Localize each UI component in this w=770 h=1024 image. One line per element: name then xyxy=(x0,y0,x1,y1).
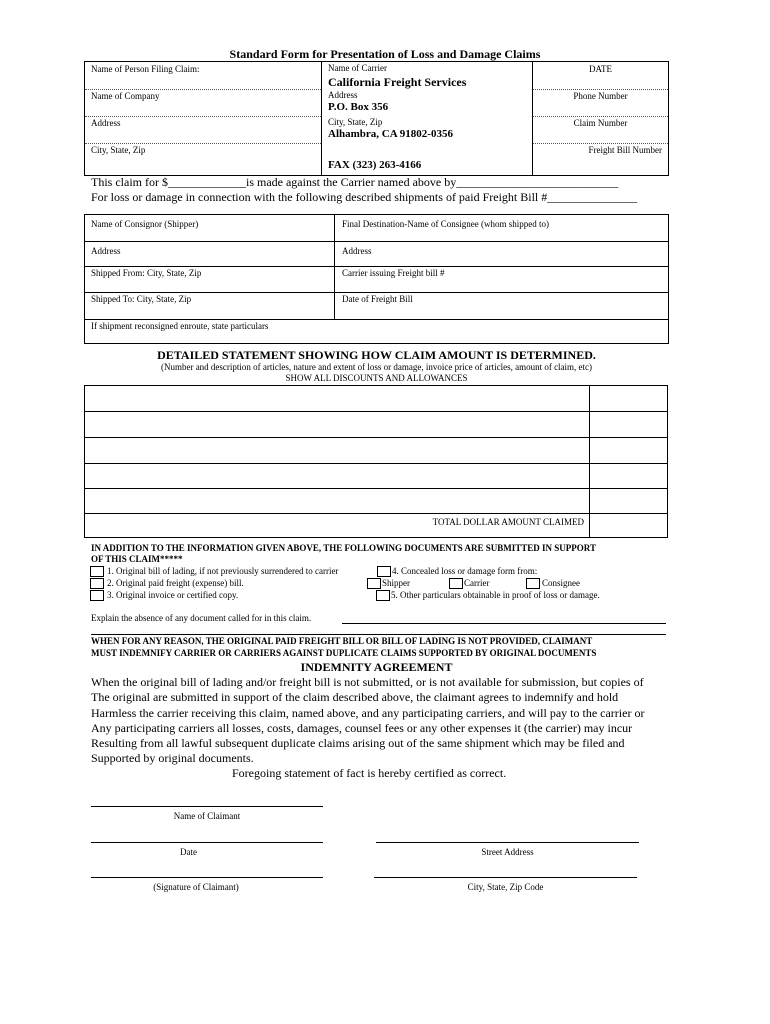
shipped-to-label: Shipped To: City, State, Zip xyxy=(91,294,192,304)
checkbox-shipper[interactable] xyxy=(367,578,381,589)
carrier-issuing-label: Carrier issuing Freight bill # xyxy=(342,268,445,278)
item-bill-of-lading: 1. Original bill of lading, if not previously surrendered to carrier xyxy=(107,566,339,576)
consignor-label: Name of Consignor (Shipper) xyxy=(91,219,199,229)
claim-amount-line[interactable]: This claim for $_____________is made against the Carrier named above by___________________________ xyxy=(91,175,619,189)
company-label: Name of Company xyxy=(91,91,160,101)
carrier-city-label: City, State, Zip xyxy=(328,117,383,127)
shipper-address-label: Address xyxy=(91,246,121,256)
explain-absence-line-2[interactable] xyxy=(91,634,666,635)
item-other-particulars: 5. Other particulars obtainable in proof of loss or damage. xyxy=(391,590,600,600)
option-carrier: Carrier xyxy=(464,578,490,588)
detailed-subtitle-2: SHOW ALL DISCOUNTS AND ALLOWANCES xyxy=(285,373,468,383)
city-state-zip-label: City, State, Zip xyxy=(91,145,146,155)
street-address-line[interactable] xyxy=(376,842,639,843)
checkbox-invoice[interactable] xyxy=(90,590,104,601)
carrier-fax: FAX (323) 263-4166 xyxy=(328,159,422,171)
carrier-name: California Freight Services xyxy=(328,75,467,89)
item-concealed-loss: 4. Concealed loss or damage form from: xyxy=(392,566,538,576)
claimant-name-line[interactable] xyxy=(91,806,323,807)
detailed-heading: DETAILED STATEMENT SHOWING HOW CLAIM AMOUNT IS DETERMINED. xyxy=(157,348,596,362)
warning-line-2: MUST INDEMNIFY CARRIER OR CARRIERS AGAINST DUPLICATE CLAIMS SUPPORTED BY ORIGINAL DOCUMENTS xyxy=(91,648,597,658)
certification-statement: Foregoing statement of fact is hereby certified as correct. xyxy=(232,766,507,780)
warning-line-1: WHEN FOR ANY REASON, THE ORIGINAL PAID FREIGHT BILL OR BILL OF LADING IS NOT PROVIDED, CLAIMANT xyxy=(91,636,593,646)
explain-absence-label: Explain the absence of any document called for in this claim. xyxy=(91,613,312,623)
freight-bill-number-label: Freight Bill Number xyxy=(588,145,662,155)
detailed-subtitle: (Number and description of articles, nature and extent of loss or damage, invoice price of articles, amount of claim, etc) xyxy=(160,362,593,372)
indemnity-line: The original are submitted in support of the claim described above, the claimant agrees to indemnify and hold xyxy=(91,690,619,705)
date-label: DATE xyxy=(589,64,612,74)
reconsigned-label: If shipment reconsigned enroute, state particulars xyxy=(91,321,269,331)
carrier-address-label: Address xyxy=(328,90,358,100)
indemnity-line: When the original bill of lading and/or freight bill is not submitted, or is not available for submission, but copies of xyxy=(91,675,644,689)
checkbox-concealed-loss[interactable] xyxy=(377,566,391,577)
checkbox-paid-freight[interactable] xyxy=(90,578,104,589)
indemnity-line: Harmless the carrier receiving this claim, named above, and any participating carriers, and will pay to the carrier or xyxy=(91,705,645,720)
documents-heading: IN ADDITION TO THE INFORMATION GIVEN ABOVE, THE FOLLOWING DOCUMENTS ARE SUBMITTED IN SUPPORT xyxy=(91,543,596,553)
consignee-address-label: Address xyxy=(342,246,372,256)
freight-bill-line[interactable]: For loss or damage in connection with the following described shipments of paid Freight Bill #_______________ xyxy=(91,190,638,204)
indemnity-line: Supported by original documents. xyxy=(91,751,254,766)
option-consignee: Consignee xyxy=(542,578,580,588)
checkbox-carrier[interactable] xyxy=(449,578,463,589)
claimant-name-label: Name of Claimant xyxy=(173,811,241,821)
claim-number-label: Claim Number xyxy=(573,118,628,128)
carrier-address: P.O. Box 356 xyxy=(328,101,389,113)
street-address-label: Street Address xyxy=(481,847,534,857)
city-state-zip-line[interactable] xyxy=(374,877,637,878)
checkbox-bill-of-lading[interactable] xyxy=(90,566,104,577)
carrier-city: Alhambra, CA 91802-0356 xyxy=(328,128,453,140)
total-amount-label: TOTAL DOLLAR AMOUNT CLAIMED xyxy=(432,517,584,527)
item-invoice: 3. Original invoice or certified copy. xyxy=(107,590,239,600)
indemnity-body xyxy=(91,675,644,767)
indemnity-line: Resulting from all lawful subsequent duplicate claims arising out of the same shipment which may be filed and xyxy=(91,736,625,751)
documents-heading-2: OF THIS CLAIM***** xyxy=(91,554,183,564)
address-label: Address xyxy=(91,118,121,128)
city-state-zip-code-label: City, State, Zip Code xyxy=(467,882,544,892)
indemnity-line: Any participating carriers all losses, costs, damages, counsel fees or any other expenses it (the carrier) may incur xyxy=(91,720,633,735)
form-title: Standard Form for Presentation of Loss and Damage Claims xyxy=(229,47,541,61)
date-of-freight-bill-label: Date of Freight Bill xyxy=(342,294,413,304)
checkbox-other-particulars[interactable] xyxy=(376,590,390,601)
destination-label: Final Destination-Name of Consignee (whom shipped to) xyxy=(342,219,549,229)
signature-line[interactable] xyxy=(91,877,323,878)
phone-number-label: Phone Number xyxy=(573,91,628,101)
date-line[interactable] xyxy=(91,842,323,843)
carrier-name-label: Name of Carrier xyxy=(328,63,387,73)
signature-date-label: Date xyxy=(180,847,197,857)
checkbox-consignee[interactable] xyxy=(526,578,540,589)
shipped-from-label: Shipped From: City, State, Zip xyxy=(91,268,202,278)
option-shipper: Shipper xyxy=(382,578,410,588)
person-filing-label: Name of Person Filing Claim: xyxy=(91,64,200,74)
item-paid-freight: 2. Original paid freight (expense) bill. xyxy=(107,578,244,588)
explain-absence-line[interactable] xyxy=(342,623,666,624)
indemnity-heading: INDEMNITY AGREEMENT xyxy=(300,660,453,674)
signature-label: (Signature of Claimant) xyxy=(153,882,239,892)
